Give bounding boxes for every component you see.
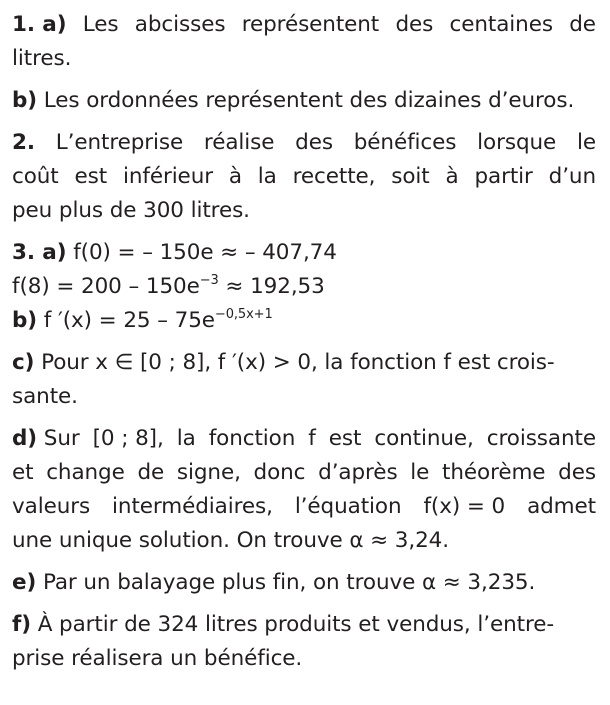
word: f — [308, 426, 316, 451]
q3d-line-2 — [12, 456, 596, 490]
word: change — [46, 460, 125, 485]
word: la — [257, 164, 277, 189]
word: intermédiaires, — [112, 494, 273, 519]
word: abcisses — [134, 12, 226, 37]
word: est — [328, 426, 362, 451]
q1a-line-1 — [12, 8, 596, 42]
word: des — [395, 12, 434, 37]
word: bénéfices — [353, 130, 457, 155]
word: croissante — [486, 426, 596, 451]
q3a-exponent: −3 — [199, 273, 219, 288]
q3d-line-4: une unique solution. On trouve α ≈ 3,24. — [12, 528, 449, 553]
word: représentent — [241, 12, 380, 37]
word: d’un — [548, 164, 596, 189]
word: continue, — [374, 426, 474, 451]
word: soit — [391, 164, 430, 189]
q3f-line-1 — [12, 608, 596, 642]
q3b-line — [12, 304, 596, 338]
word: des — [295, 130, 333, 155]
word: la — [176, 426, 196, 451]
q1b-line — [12, 84, 596, 118]
word: valeurs — [12, 494, 91, 519]
word: inférieur — [122, 164, 213, 189]
q2-label: 2. — [12, 130, 35, 155]
q2-line-1 — [12, 126, 596, 160]
word: recette, — [292, 164, 376, 189]
q3a-line-2 — [12, 270, 596, 304]
word: coût — [12, 164, 59, 189]
word: le — [576, 130, 596, 155]
word: fonction — [208, 426, 296, 451]
q3a-formula-2-prefix: f(8) = 200 – 150e — [12, 274, 200, 299]
q3a-formula-2-suffix: ≈ 192,53 — [218, 274, 325, 299]
q3f-line-2: prise réalisera un bénéfice. — [12, 646, 303, 671]
word: réalise — [203, 130, 275, 155]
q1a-label: 1. a) — [12, 12, 67, 37]
q2-line-2 — [12, 160, 596, 194]
word: partir — [474, 164, 533, 189]
q3d-line-3 — [12, 490, 596, 524]
q3a-formula-1: f(0) = – 150e ≈ – 407,74 — [73, 240, 337, 265]
word: des — [558, 460, 596, 485]
q3c-label: c) — [12, 350, 35, 375]
q2-line-3: peu plus de 300 litres. — [12, 198, 250, 223]
word: d’après — [318, 460, 398, 485]
word: à — [228, 164, 242, 189]
q3e-text: Par un balayage plus fin, on trouve α ≈ 3,235. — [42, 570, 536, 595]
q3d-label: d) — [12, 426, 38, 451]
q3f-text: À partir de 324 litres produits et vendus, l’entre- — [37, 612, 555, 637]
word: le — [410, 460, 430, 485]
q3b-exponent: −0,5x+1 — [214, 307, 273, 322]
q1a-line-2: litres. — [12, 46, 72, 71]
q3e-line — [12, 566, 596, 600]
word: L’entreprise — [55, 130, 184, 155]
word: centaines — [449, 12, 553, 37]
word: admet — [527, 494, 596, 519]
word: et — [12, 460, 34, 485]
q3c-text: Pour x ∈ [0 ; 8], f ′(x) > 0, la fonction f est crois- — [41, 350, 555, 375]
q3a-label: 3. a) — [12, 240, 67, 265]
word: l’équation — [294, 494, 402, 519]
word: donc — [253, 460, 306, 485]
word: Les — [82, 12, 119, 37]
word: [0 ; 8], — [92, 426, 164, 451]
word: est — [74, 164, 108, 189]
word: lorsque — [477, 130, 557, 155]
q3c-line-1 — [12, 346, 596, 380]
q3a-line-1 — [12, 236, 596, 270]
word: Sur — [43, 426, 80, 451]
word: de — [137, 460, 165, 485]
q3b-formula: f ′(x) = 25 – 75e — [43, 308, 215, 333]
q1b-label: b) — [12, 88, 38, 113]
q3f-label: f) — [12, 612, 31, 637]
q1b-text: Les ordonnées représentent des dizaines d’euros. — [43, 88, 575, 113]
q3b-label: b) — [12, 308, 38, 333]
word: signe, — [176, 460, 241, 485]
q3d-line-1 — [12, 422, 596, 456]
word: f(x) = 0 — [423, 494, 506, 519]
word: à — [445, 164, 459, 189]
word: de — [569, 12, 596, 37]
q3e-label: e) — [12, 570, 37, 595]
q3d-first — [12, 422, 80, 456]
word: théorème — [442, 460, 546, 485]
q3c-line-2: sante. — [12, 384, 78, 409]
